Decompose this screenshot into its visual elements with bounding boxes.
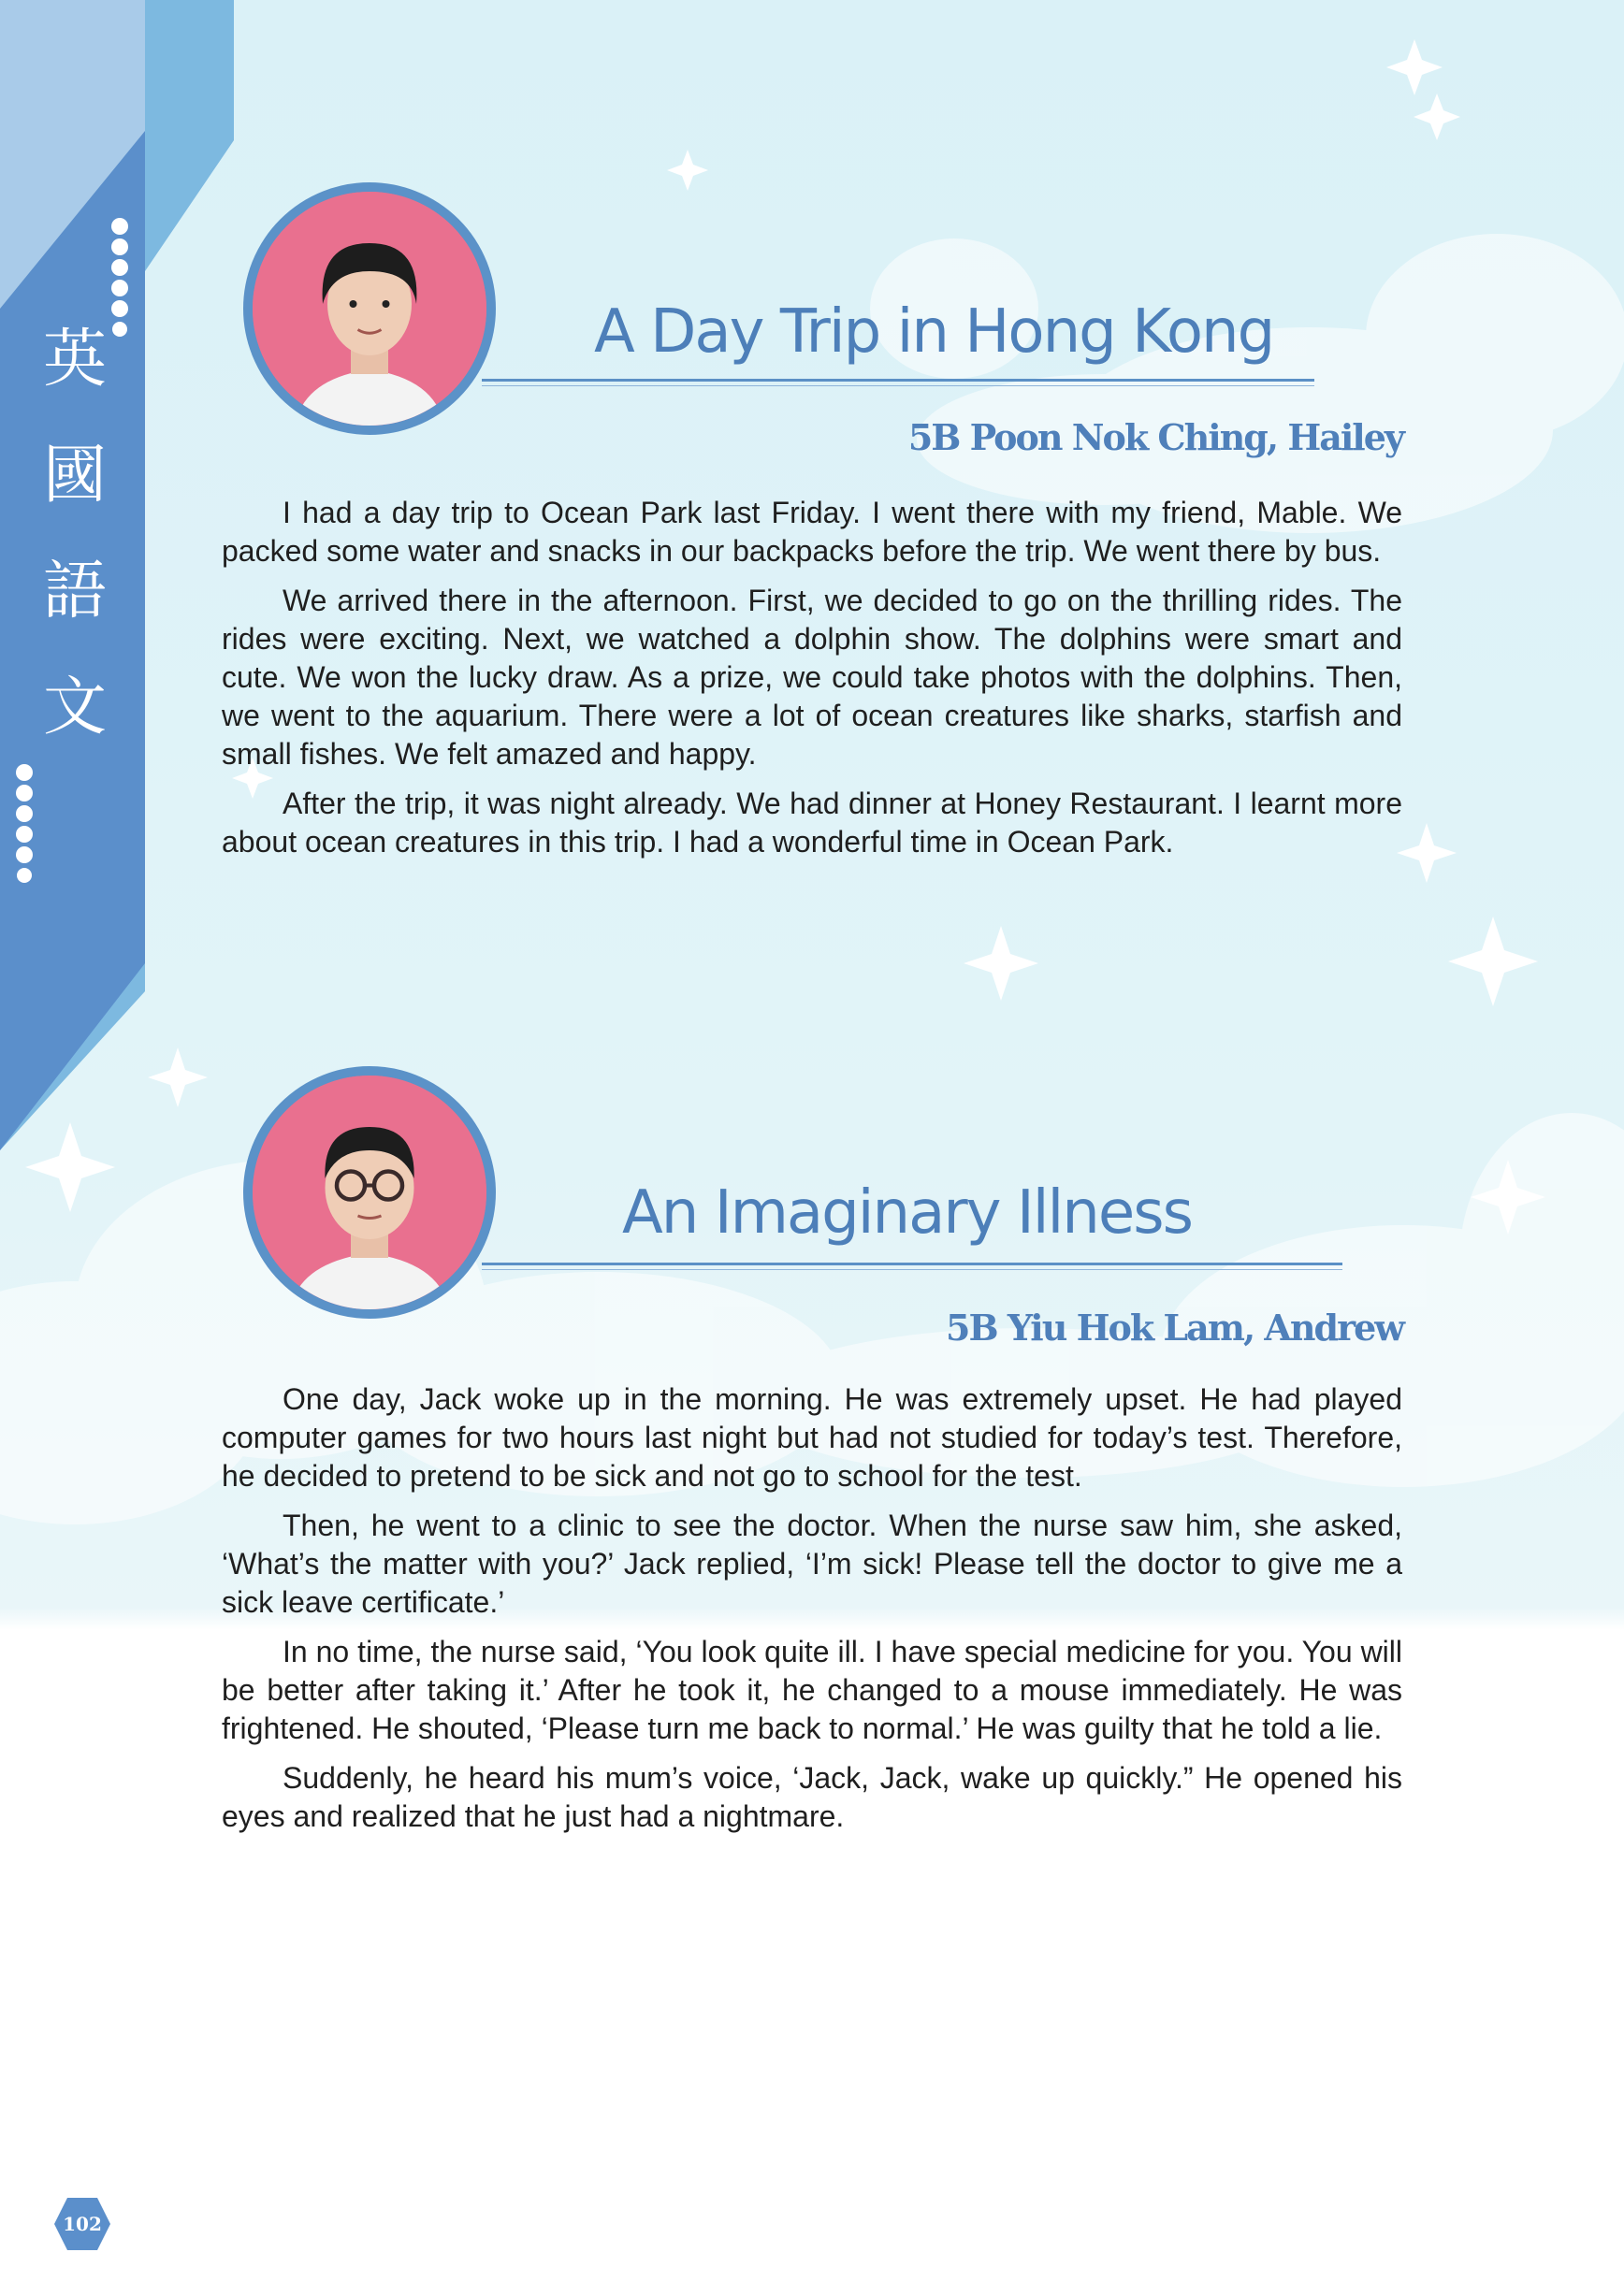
- sidebar-title: [28, 318, 122, 750]
- article-title: An Imaginary Illness: [622, 1178, 1192, 1248]
- title-underline: [482, 1263, 1342, 1265]
- article-paragraph: We arrived there in the afternoon. First, we decided to go on the thrilling rides. The rides were exciting. Next, we watched a dolphin show. The dolphins were smart and cute. We won the lucky draw. As a prize, we could take photos with the dolphins. Then, we went to the aquarium. There were a lot of ocean creatures like sharks, starfish and small fishes. We felt amazed and happy.: [222, 584, 1402, 771]
- sidebar-title-char: 語: [42, 555, 107, 628]
- sidebar-title-char: 英: [42, 323, 107, 397]
- article-title: A Day Trip in Hong Kong: [594, 297, 1274, 367]
- student-portrait-icon: [253, 1076, 486, 1309]
- article-body: [222, 494, 1402, 873]
- article-body: [222, 1380, 1402, 1847]
- page-number: 102: [63, 2213, 102, 2235]
- author-photo-hailey: [243, 182, 496, 435]
- sidebar-title-char: 文: [42, 671, 107, 744]
- sidebar-title-char: 國: [42, 439, 107, 513]
- article-author: 5B Poon Nok Ching, Hailey: [907, 416, 1403, 458]
- article-paragraph: I had a day trip to Ocean Park last Friday. I went there with my friend, Mable. We packed some water and snacks in our backpacks before the trip. We went there by bus.: [222, 496, 1402, 568]
- article-paragraph: After the trip, it was night already. We had dinner at Honey Restaurant. I learnt more about ocean creatures in this trip. I had a wonderful time in Ocean Park.: [222, 787, 1402, 859]
- article-paragraph: Then, he went to a clinic to see the doctor. When the nurse saw him, she asked, ‘What’s the matter with you?’ Jack replied, ‘I’m sick! Please tell the doctor to give me a sick leave certificate.’: [222, 1509, 1402, 1619]
- article-author: 5B Yiu Hok Lam, Andrew: [946, 1307, 1403, 1349]
- author-photo-andrew: [243, 1066, 496, 1319]
- page-number-badge: [52, 2194, 112, 2254]
- article-paragraph: One day, Jack woke up in the morning. He was extremely upset. He had played computer games for two hours last night but had not studied for today’s test. Therefore, he decided to pretend to be sick and not go to school for the test.: [222, 1382, 1402, 1493]
- title-underline: [482, 379, 1314, 382]
- student-portrait-icon: [253, 192, 486, 426]
- article-paragraph: Suddenly, he heard his mum’s voice, ‘Jack, Jack, wake up quickly.” He opened his eyes and realized that he just had a nightmare.: [222, 1761, 1402, 1833]
- article-paragraph: In no time, the nurse said, ‘You look quite ill. I have special medicine for you. You will be better after taking it.’ After he took it, he changed to a mouse immediately. He was frightened. He shouted, ‘Please turn me back to normal.’ He was guilty that he told a lie.: [222, 1635, 1402, 1745]
